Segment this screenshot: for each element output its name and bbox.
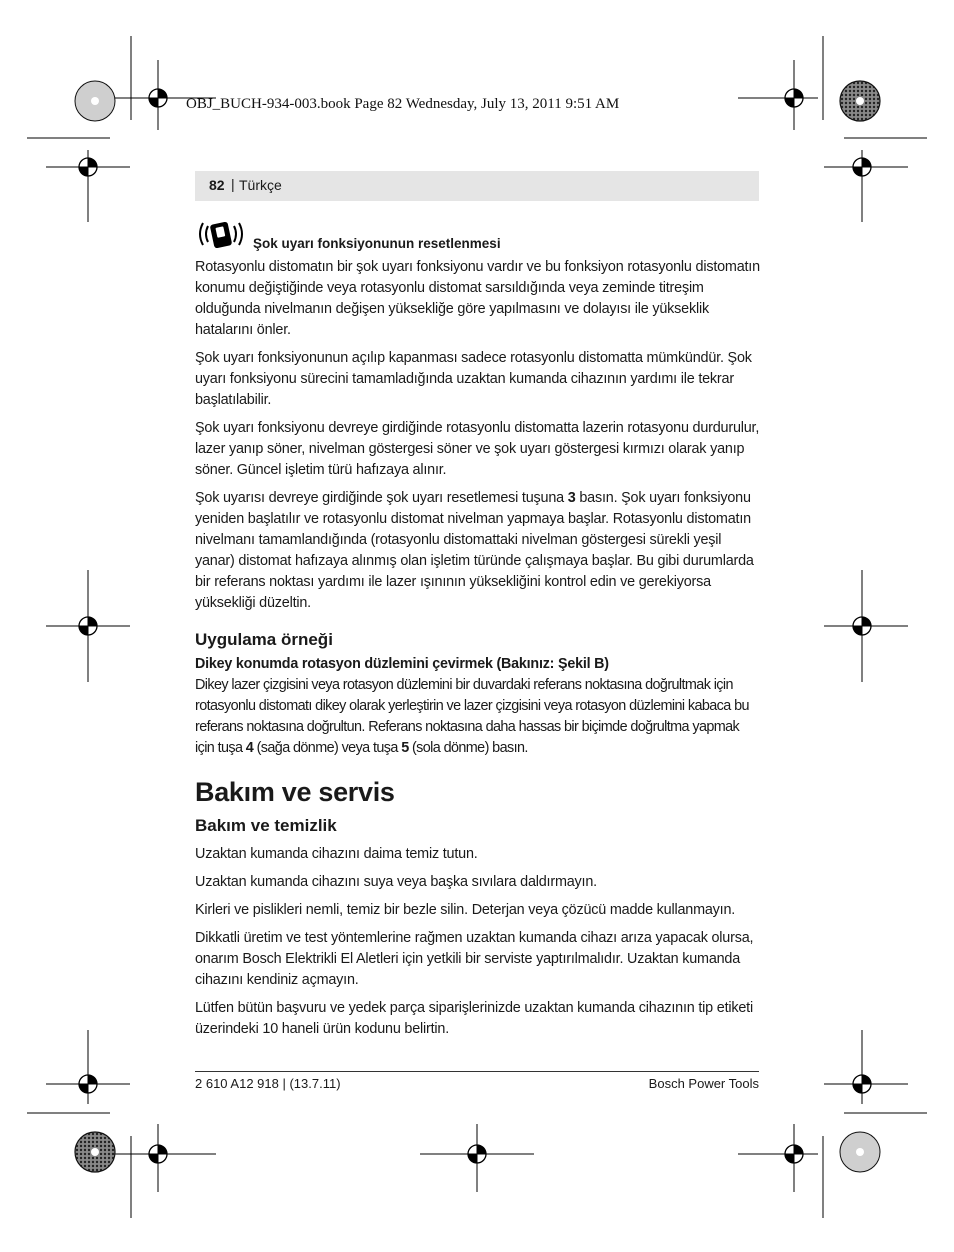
page-number: 82: [209, 177, 225, 193]
print-slug: OBJ_BUCH-934-003.book Page 82 Wednesday, July 13, 2011 9:51 AM: [186, 96, 620, 112]
shock-paragraph-3: Şok uyarı fonksiyonu devreye girdiğinde rotasyonlu distomatta lazerin rotasyonu durdurulur, lazer yanıp söner, nivelman göstergesi söner ve şok uyarı göstergesi kırmızı olarak yanıp söner. Güncel işletim türü hafızaya alınır.: [195, 420, 760, 478]
shock-paragraph-2: Şok uyarı fonksiyonunun açılıp kapanması sadece rotasyonlu distomatta mümkündür. Şok uyarı fonksiyonu sürecini tamamladığında uzaktan kumanda cihazının yardımı ile tekrar başlatılabilir.: [195, 350, 752, 408]
footer-doc-number: 2 610 A12 918 | (13.7.11): [195, 1076, 341, 1091]
example-paragraph: [195, 675, 761, 759]
header-separator: |: [231, 176, 235, 192]
shock-paragraph-1: Rotasyonlu distomatın bir şok uyarı fonksiyonu vardır ve bu fonksiyon rotasyonlu distomatın konumu değiştiğinde veya rotasyonlu distomat sarsıldığında veya zeminde titreşim olduğunda nivelmanın değişen yüksekliğe göre yapılmasını ve dolayısı ile yükseklik hatalarını önler.: [195, 259, 760, 338]
key-number: 3: [567, 490, 576, 506]
footer-brand: Bosch Power Tools: [648, 1076, 759, 1091]
maintenance-paragraph-5: Lütfen bütün başvuru ve yedek parça siparişlerinizde uzaktan kumanda cihazının tip etiketi üzerindeki 10 haneli ürün kodunu belirtin.: [195, 1000, 753, 1037]
text-run: (sola dönme) basın.: [408, 740, 528, 756]
maintenance-paragraph-4: Dikkatli üretim ve test yöntemlerine rağmen uzaktan kumanda cihazı arıza yapacak olursa, onarım Bosch Elektrikli El Aletleri için yetkili bir serviste yaptırılmalıdır. Uzaktan kumanda cihazını kendiniz açmayın.: [195, 930, 754, 988]
text-run: Dikey lazer çizgisini veya rotasyon düzlemini bir duvardaki referans noktasına doğrultmak için rotasyonlu distomatı dikey olarak yerleştirin ve lazer çizgisini veya rotasyon düzlemini kabaca bu referans noktasına doğrultun. Referans noktasına daha hassas bir biçimde doğrultma yapmak için tuşa: [195, 677, 749, 756]
section-title: Bakım ve servis: [195, 777, 395, 807]
text-run: Şok uyarısı devreye girdiğinde şok uyarı resetlemesi tuşuna: [195, 490, 568, 506]
page-content: [195, 215, 761, 1047]
example-subheading: Dikey konumda rotasyon düzlemini çevirmek (Bakınız: Şekil B): [195, 656, 609, 672]
text-run: (sağa dönme) veya tuşa: [253, 740, 402, 756]
maintenance-paragraph-2: Uzaktan kumanda cihazını suya veya başka sıvılara daldırmayın.: [195, 874, 597, 890]
example-heading: Uygulama örneği: [195, 630, 333, 649]
section-subtitle: Bakım ve temizlik: [195, 816, 337, 835]
maintenance-paragraph-3: Kirleri ve pislikleri nemli, temiz bir bezle silin. Deterjan veya çözücü madde kullanmayın.: [195, 902, 736, 918]
maintenance-paragraph-1: Uzaktan kumanda cihazını daima temiz tutun.: [195, 846, 478, 862]
shock-heading: Şok uyarı fonksiyonunun resetlenmesi: [253, 236, 501, 251]
shock-paragraph-4: [195, 488, 761, 614]
footer-rule: [195, 1071, 759, 1072]
shock-heading-row: [195, 215, 761, 251]
header-language: Türkçe: [239, 177, 282, 193]
shock-warning-icon: [195, 217, 247, 251]
page-header: [195, 171, 759, 201]
key-number: 4: [245, 740, 254, 756]
text-run: basın. Şok uyarı fonksiyonu yeniden başlatılır ve rotasyonlu distomat nivelman yapmaya başlar. Rotasyonlu distomatın nivelmanı tamamlandığında (rotasyonlu distomattaki nivelman göstergesi sürekli yeşil yanar) distomat hafızaya alınmış olan işletim türünde çalışmaya başlar. Bu gibi durumlarda bir referans noktası yardımı ile lazer ışınının yüksekliğini kontrol edin ve gerekiyorsa yüksekliği düzeltin.: [195, 490, 754, 611]
key-number: 5: [401, 740, 409, 756]
